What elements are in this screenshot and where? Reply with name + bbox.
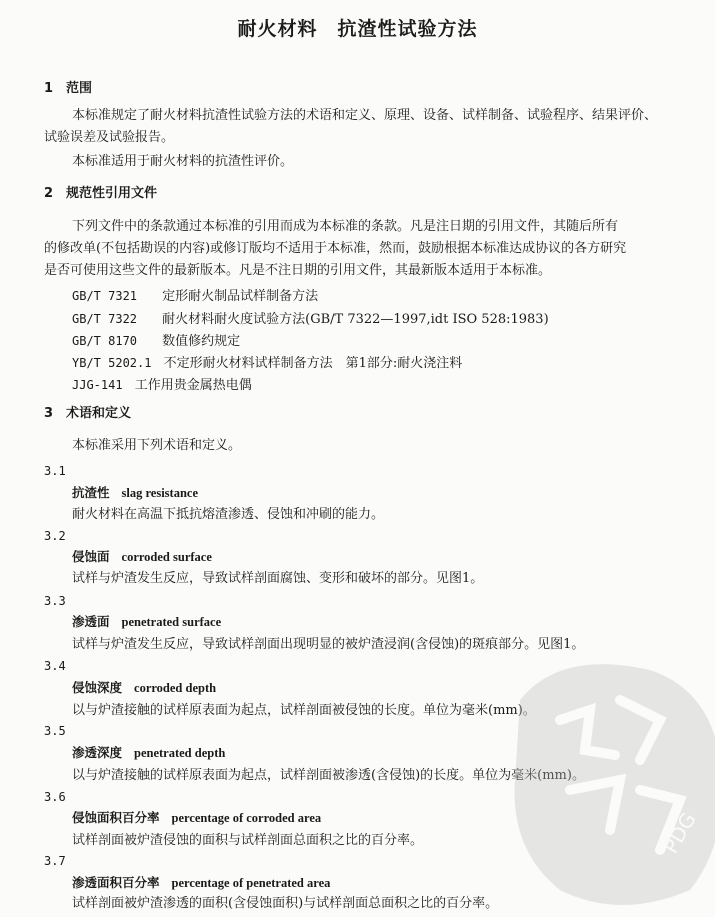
reference-item <box>72 310 549 329</box>
term-definition: 试样与炉渣发生反应，导致试样剖面出现明显的被炉渣浸润(含侵蚀)的斑痕部分。见图1。 <box>72 637 585 652</box>
reference-code: JJG-141 <box>72 378 123 392</box>
term-number: 3.3 <box>44 594 66 608</box>
section-1-paragraph-1-line-1: 本标准规定了耐火材料抗渣性试验方法的术语和定义、原理、设备、试样制备、试验程序、结果评价、 <box>72 108 658 123</box>
term-heading <box>72 548 212 566</box>
page-title: 耐火材料 抗渣性试验方法 <box>237 18 478 40</box>
reference-item <box>72 332 240 351</box>
term-heading <box>72 809 321 827</box>
term-heading <box>72 874 330 892</box>
term-chinese: 渗透面积百分率 <box>72 875 160 890</box>
term-number: 3.1 <box>44 464 66 478</box>
term-english: percentage of corroded area <box>171 811 322 825</box>
reference-code: GB/T 7321 <box>72 289 138 303</box>
term-english: penetrated surface <box>121 615 222 629</box>
term-english: slag resistance <box>121 486 199 500</box>
term-heading <box>72 613 221 631</box>
section-1-heading: 1 范围 <box>44 81 93 96</box>
reference-title: 定形耐火制品试样制备方法 <box>162 289 319 304</box>
term-chinese: 渗透面 <box>72 614 110 629</box>
reference-title: 耐火材料耐火度试验方法(GB/T 7322—1997,idt ISO 528:1983) <box>162 312 549 327</box>
term-english: corroded depth <box>134 681 217 695</box>
term-heading <box>72 744 225 762</box>
term-chinese: 侵蚀深度 <box>72 680 123 695</box>
term-chinese: 抗渣性 <box>72 485 110 500</box>
term-definition: 试样剖面被炉渣渗透的面积(含侵蚀面积)与试样剖面总面积之比的百分率。 <box>72 896 499 911</box>
section-1-paragraph-1-line-2: 试验误差及试验报告。 <box>44 130 175 145</box>
term-chinese: 渗透深度 <box>72 745 123 760</box>
reference-title: 工作用贵金属热电偶 <box>134 378 252 393</box>
reference-title: 数值修约规定 <box>162 334 241 349</box>
reference-item <box>72 354 462 373</box>
term-heading <box>72 679 216 697</box>
term-number: 3.2 <box>44 529 66 543</box>
section-2-paragraph-line-2: 的修改单(不包括勘误的内容)或修订版均不适用于本标准，然而，鼓励根据本标准达成协议的各方研究 <box>44 241 627 256</box>
term-number: 3.5 <box>44 724 66 738</box>
term-definition: 试样与炉渣发生反应，导致试样剖面腐蚀、变形和破坏的部分。见图1。 <box>72 571 484 586</box>
reference-item <box>72 287 318 306</box>
section-3-intro: 本标准采用下列术语和定义。 <box>72 438 242 453</box>
section-2-paragraph-line-3: 是否可使用这些文件的最新版本。凡是不注日期的引用文件，其最新版本适用于本标准。 <box>44 263 552 278</box>
section-1-paragraph-2: 本标准适用于耐火材料的抗渣性评价。 <box>72 154 294 169</box>
reference-code: GB/T 8170 <box>72 334 138 348</box>
term-heading <box>72 484 198 502</box>
term-definition: 以与炉渣接触的试样原表面为起点，试样剖面被侵蚀的长度。单位为毫米(mm)。 <box>72 703 536 718</box>
term-english: corroded surface <box>121 550 212 564</box>
term-number: 3.7 <box>44 854 66 868</box>
term-definition: 试样剖面被炉渣侵蚀的面积与试样剖面总面积之比的百分率。 <box>72 833 424 848</box>
reference-code: GB/T 7322 <box>72 312 138 326</box>
term-definition: 以与炉渣接触的试样原表面为起点，试样剖面被渗透(含侵蚀)的长度。单位为毫米(mm)。 <box>72 768 585 783</box>
term-english: percentage of penetrated area <box>171 876 331 890</box>
section-2-heading: 2 规范性引用文件 <box>44 186 158 201</box>
reference-code: YB/T 5202.1 <box>72 356 152 370</box>
section-3-heading: 3 术语和定义 <box>44 406 132 421</box>
term-number: 3.6 <box>44 790 66 804</box>
reference-item <box>72 376 252 395</box>
section-2-paragraph-line-1: 下列文件中的条款通过本标准的引用而成为本标准的条款。凡是注日期的引用文件，其随后所有 <box>72 219 619 234</box>
term-chinese: 侵蚀面积百分率 <box>72 810 160 825</box>
term-chinese: 侵蚀面 <box>72 549 110 564</box>
watermark-label: PDG <box>658 808 701 858</box>
term-number: 3.4 <box>44 659 66 673</box>
term-definition: 耐火材料在高温下抵抗熔渣渗透、侵蚀和冲刷的能力。 <box>72 507 385 522</box>
reference-title: 不定形耐火材料试样制备方法 第1部分:耐火浇注料 <box>163 356 463 371</box>
seal-stamp-icon <box>500 640 715 910</box>
term-english: penetrated depth <box>134 746 226 760</box>
